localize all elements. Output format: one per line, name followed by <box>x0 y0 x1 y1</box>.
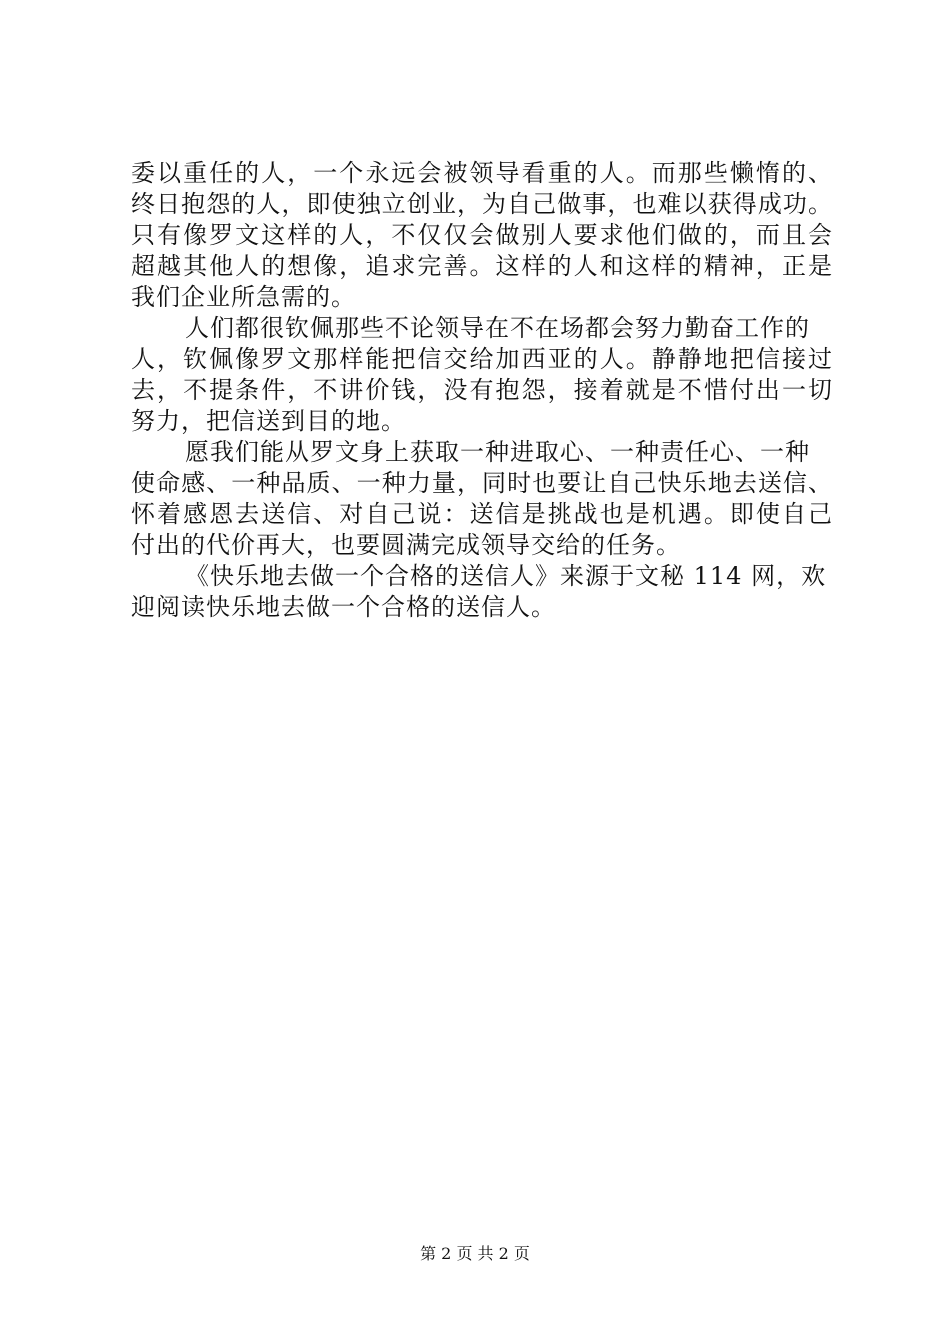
text-line-13: 付出的代价再大，也要圆满完成领导交给的任务。 <box>131 531 681 559</box>
body-text <box>131 158 833 623</box>
text-line-2: 终日抱怨的人，即使独立创业，为自己做事，也难以获得成功。 <box>131 190 833 218</box>
text-line-9: 努力，把信送到目的地。 <box>131 407 406 435</box>
text-line-14: 《快乐地去做一个合格的送信人》来源于文秘 114 网，欢 <box>185 562 827 590</box>
text-line-3: 只有像罗文这样的人，不仅仅会做别人要求他们做的，而且会 <box>131 221 833 249</box>
text-line-6: 人们都很钦佩那些不论领导在不在场都会努力勤奋工作的 <box>185 314 810 342</box>
text-line-10: 愿我们能从罗文身上获取一种进取心、一种责任心、一种 <box>185 438 810 466</box>
text-line-11: 使命感、一种品质、一种力量，同时也要让自己快乐地去送信、 <box>131 469 833 497</box>
text-line-1: 委以重任的人，一个永远会被领导看重的人。而那些懒惰的、 <box>131 159 833 187</box>
page-footer: 第 2 页 共 2 页 <box>420 1244 530 1263</box>
text-line-4: 超越其他人的想像，追求完善。这样的人和这样的精神，正是 <box>131 252 833 280</box>
text-line-5: 我们企业所急需的。 <box>131 283 356 311</box>
text-line-8: 去，不提条件，不讲价钱，没有抱怨，接着就是不惜付出一切 <box>131 376 833 404</box>
text-line-12: 怀着感恩去送信、对自己说：送信是挑战也是机遇。即使自己 <box>131 500 833 528</box>
text-line-15: 迎阅读快乐地去做一个合格的送信人。 <box>131 593 556 621</box>
text-line-7: 人，钦佩像罗文那样能把信交给加西亚的人。静静地把信接过 <box>131 345 833 373</box>
